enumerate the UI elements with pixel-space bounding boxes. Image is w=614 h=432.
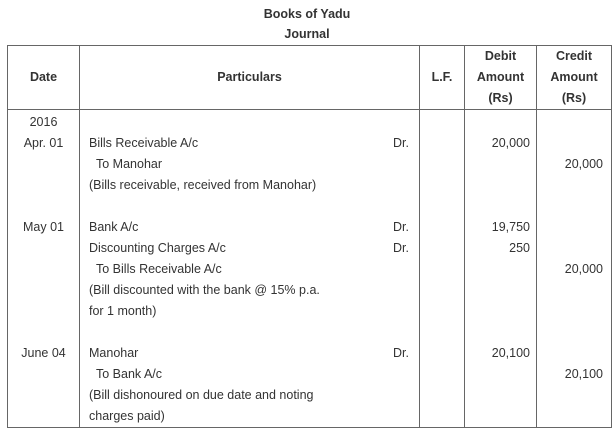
narration-line bbox=[89, 175, 419, 196]
narration-line bbox=[89, 406, 419, 427]
particular-line bbox=[89, 364, 419, 385]
particular-text: Manohar bbox=[89, 346, 139, 360]
particular-text: To Bank A/c bbox=[96, 367, 163, 381]
date-column bbox=[8, 110, 80, 428]
particular-line bbox=[89, 343, 419, 364]
header-credit bbox=[537, 46, 612, 110]
particular-line bbox=[89, 238, 419, 259]
year-label: 2016 bbox=[29, 115, 58, 129]
document-header bbox=[0, 4, 614, 44]
dr-marker: Dr. bbox=[393, 136, 409, 150]
header-date: Date bbox=[8, 46, 80, 110]
header-credit-line: Credit bbox=[555, 49, 593, 63]
books-title: Books of Yadu bbox=[263, 7, 351, 21]
credit-amount: 20,000 bbox=[564, 262, 603, 276]
narration-text: charges paid) bbox=[89, 409, 165, 423]
particular-line bbox=[89, 154, 419, 175]
debit-amount: 20,000 bbox=[491, 136, 530, 150]
entry-date: Apr. 01 bbox=[23, 136, 64, 150]
header-debit bbox=[465, 46, 537, 110]
particular-text: Bank A/c bbox=[89, 220, 139, 234]
header-credit-line: (Rs) bbox=[561, 91, 587, 105]
header-particulars: Particulars bbox=[80, 46, 420, 110]
debit-amount: 250 bbox=[509, 241, 530, 255]
particular-text: To Bills Receivable A/c bbox=[96, 262, 222, 276]
narration-line bbox=[89, 280, 419, 301]
dr-marker: Dr. bbox=[393, 346, 409, 360]
narration-text: (Bills receivable, received from Manohar) bbox=[89, 178, 317, 192]
narration-text: (Bill dishonoured on due date and noting bbox=[89, 388, 314, 402]
credit-column bbox=[537, 110, 612, 428]
debit-amount: 19,750 bbox=[491, 220, 530, 234]
journal-table bbox=[7, 45, 612, 428]
narration-line bbox=[89, 385, 419, 406]
particular-line bbox=[89, 217, 419, 238]
lf-column bbox=[420, 110, 465, 428]
credit-amount: 20,100 bbox=[564, 367, 603, 381]
particular-text: To Manohar bbox=[96, 157, 163, 171]
dr-marker: Dr. bbox=[393, 241, 409, 255]
narration-text: (Bill discounted with the bank @ 15% p.a. bbox=[89, 283, 320, 297]
debit-amount: 20,100 bbox=[491, 346, 530, 360]
entry-date: May 01 bbox=[23, 220, 64, 234]
journal-header-row bbox=[8, 46, 612, 110]
credit-amount: 20,000 bbox=[564, 157, 603, 171]
particular-text: Bills Receivable A/c bbox=[89, 136, 199, 150]
entry-date: June 04 bbox=[21, 346, 66, 360]
header-debit-line: Debit bbox=[484, 49, 517, 63]
journal-title: Journal bbox=[284, 27, 330, 41]
particular-line bbox=[89, 259, 419, 280]
journal-body-row bbox=[8, 110, 612, 428]
header-debit-line: (Rs) bbox=[488, 91, 513, 105]
header-debit-line: Amount bbox=[476, 70, 525, 84]
narration-text: for 1 month) bbox=[89, 304, 157, 318]
particulars-column bbox=[80, 110, 420, 428]
debit-column bbox=[465, 110, 537, 428]
particular-text: Discounting Charges A/c bbox=[89, 241, 226, 255]
header-credit-line: Amount bbox=[550, 70, 598, 84]
dr-marker: Dr. bbox=[393, 220, 409, 234]
header-lf: L.F. bbox=[420, 46, 465, 110]
particular-line bbox=[89, 133, 419, 154]
narration-line bbox=[89, 301, 419, 322]
